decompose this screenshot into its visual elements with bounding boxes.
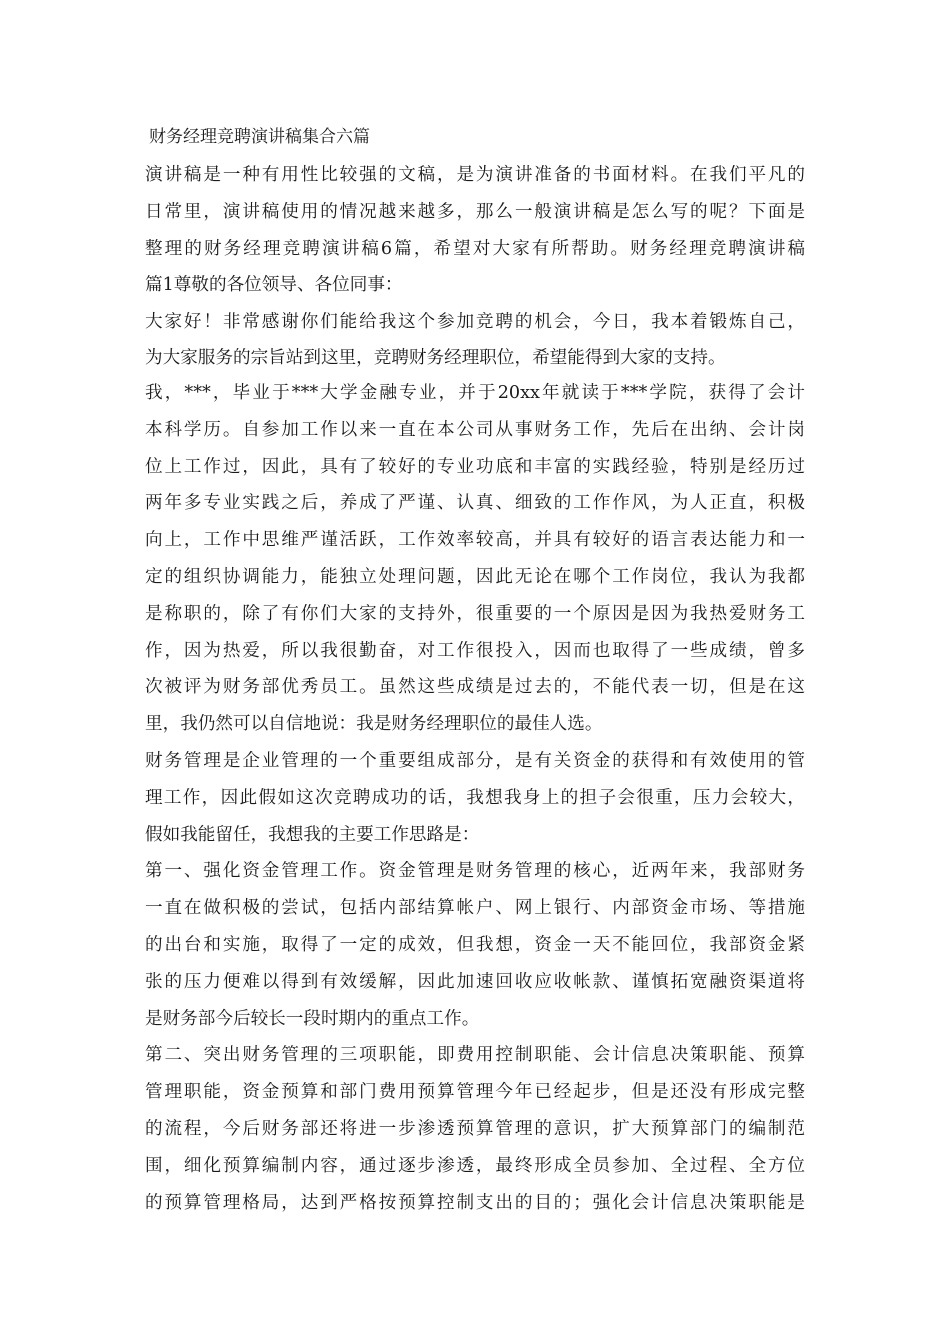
text-line: 第二、突出财务管理的三项职能，即费用控制职能、会计信息决策职能、预算 <box>145 1045 805 1066</box>
text-line: 向上，工作中思维严谨活跃，工作效率较高，并具有较好的语言表达能力和一 <box>145 530 805 551</box>
text-line: 篇1尊敬的各位领导、各位同事： <box>145 275 403 296</box>
text-line: 围，细化预算编制内容，通过逐步渗透，最终形成全员参加、全过程、全方位 <box>145 1155 805 1176</box>
text-line: 为大家服务的宗旨站到这里，竞聘财务经理职位，希望能得到大家的支持。 <box>145 347 726 368</box>
text-line: 第一、强化资金管理工作。资金管理是财务管理的核心，近两年来，我部财务 <box>145 861 805 882</box>
text-line: 我，***，毕业于***大学金融专业，并于20xx年就读于***学院，获得了会计 <box>145 382 805 403</box>
text-line: 大家好！非常感谢你们能给我这个参加竞聘的机会，今日，我本着锻炼自己， <box>145 312 805 333</box>
text-line: 整理的财务经理竞聘演讲稿6篇，希望对大家有所帮助。财务经理竞聘演讲稿 <box>145 238 805 259</box>
text-line: 一直在做积极的尝试，包括内部结算帐户、网上银行、内部资金市场、等措施 <box>145 898 805 919</box>
text-line: 里，我仍然可以自信地说：我是财务经理职位的最佳人选。 <box>145 714 603 735</box>
text-line: 演讲稿是一种有用性比较强的文稿，是为演讲准备的书面材料。在我们平凡的 <box>145 165 805 185</box>
text-line: 次被评为财务部优秀员工。虽然这些成绩是过去的，不能代表一切，但是在这 <box>145 677 805 698</box>
text-line: 本科学历。自参加工作以来一直在本公司从事财务工作，先后在出纳、会计岗 <box>145 419 805 440</box>
text-line: 两年多专业实践之后，养成了严谨、认真、细致的工作作风，为人正直，积极 <box>145 493 805 514</box>
text-line: 日常里，演讲稿使用的情况越来越多，那么一般演讲稿是怎么写的呢？下面是 <box>145 201 805 222</box>
text-line: 的预算管理格局，达到严格按预算控制支出的目的；强化会计信息决策职能是 <box>145 1192 805 1213</box>
text-line: 张的压力便难以得到有效缓解，因此加速回收应收帐款、谨慎拓宽融资渠道将 <box>145 971 805 992</box>
text-line: 作，因为热爱，所以我很勤奋，对工作很投入，因而也取得了一些成绩，曾多 <box>145 640 805 661</box>
text-line: 财务管理是企业管理的一个重要组成部分，是有关资金的获得和有效使用的管 <box>145 750 805 771</box>
text-line: 的出台和实施，取得了一定的成效，但我想，资金一天不能回位，我部资金紧 <box>145 934 805 955</box>
text-line: 定的组织协调能力，能独立处理问题，因此无论在哪个工作岗位，我认为我都 <box>145 566 805 587</box>
text-line: 理工作，因此假如这次竞聘成功的话，我想我身上的担子会很重，压力会较大， <box>145 787 805 808</box>
text-line: 是称职的，除了有你们大家的支持外，很重要的一个原因是因为我热爱财务工 <box>145 603 805 624</box>
document-body <box>145 157 805 1221</box>
document-title: 财务经理竞聘演讲稿集合六篇 <box>149 127 370 147</box>
text-line: 的流程，今后财务部还将进一步渗透预算管理的意识，扩大预算部门的编制范 <box>145 1118 805 1139</box>
text-line: 位上工作过，因此，具有了较好的专业功底和丰富的实践经验，特别是经历过 <box>145 456 805 477</box>
text-line: 管理职能，资金预算和部门费用预算管理今年已经起步，但是还没有形成完整 <box>145 1082 805 1103</box>
text-line: 是财务部今后较长一段时期内的重点工作。 <box>145 1008 480 1029</box>
text-line: 假如我能留任，我想我的主要工作思路是： <box>145 824 480 845</box>
